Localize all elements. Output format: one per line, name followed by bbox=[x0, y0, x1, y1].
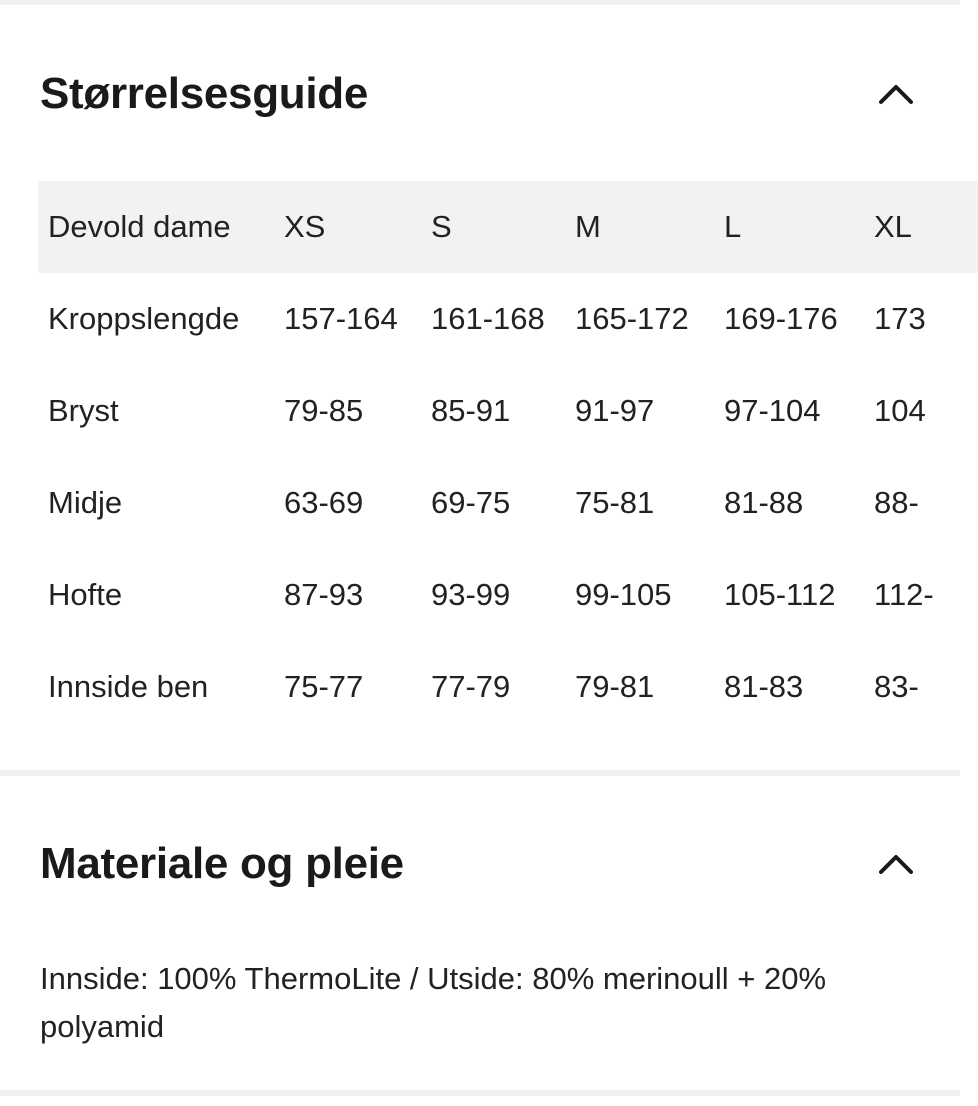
table-row bbox=[38, 457, 978, 549]
size-table-container[interactable] bbox=[38, 181, 934, 741]
table-cell: 105-112 bbox=[724, 577, 836, 612]
table-cell: 75-81 bbox=[575, 485, 655, 520]
table-cell: 63-69 bbox=[284, 485, 364, 520]
material-description: Innside: 100% ThermoLite / Utside: 80% merinoull + 20% polyamid bbox=[40, 961, 827, 1044]
size-guide-header[interactable] bbox=[0, 64, 960, 124]
table-cell: 69-75 bbox=[431, 485, 511, 520]
table-cell: 169-176 bbox=[724, 301, 838, 336]
table-header-cell: Devold dame bbox=[48, 209, 231, 244]
table-cell: 93-99 bbox=[431, 577, 511, 612]
table-header-cell: L bbox=[724, 209, 742, 244]
section-divider bbox=[0, 770, 960, 776]
chevron-up-icon[interactable] bbox=[878, 846, 914, 882]
table-header-cell: XS bbox=[284, 209, 326, 244]
material-header[interactable] bbox=[0, 834, 960, 894]
table-row bbox=[38, 365, 978, 457]
row-label: Innside ben bbox=[48, 669, 209, 704]
row-label: Bryst bbox=[48, 393, 119, 428]
table-cell: 97-104 bbox=[724, 393, 821, 428]
size-table bbox=[38, 181, 978, 733]
table-cell: 99-105 bbox=[575, 577, 672, 612]
table-cell: 75-77 bbox=[284, 669, 364, 704]
table-cell: 85-91 bbox=[431, 393, 511, 428]
table-cell: 91-97 bbox=[575, 393, 655, 428]
size-guide-title: Størrelsesguide bbox=[40, 69, 369, 118]
table-row bbox=[38, 641, 978, 733]
table-header-row bbox=[38, 181, 978, 273]
bottom-divider bbox=[0, 1090, 960, 1096]
table-cell: 87-93 bbox=[284, 577, 364, 612]
table-cell: 77-79 bbox=[431, 669, 511, 704]
row-label: Kroppslengde bbox=[48, 301, 240, 336]
row-label: Hofte bbox=[48, 577, 123, 612]
row-label: Midje bbox=[48, 485, 123, 520]
table-cell: 157-164 bbox=[284, 301, 398, 336]
table-cell: 88- bbox=[874, 485, 919, 520]
table-row bbox=[38, 273, 978, 365]
table-cell: 79-81 bbox=[575, 669, 655, 704]
table-header-cell: S bbox=[431, 209, 452, 244]
table-cell: 79-85 bbox=[284, 393, 364, 428]
table-row bbox=[38, 549, 978, 641]
material-title: Materiale og pleie bbox=[40, 839, 404, 888]
chevron-up-icon[interactable] bbox=[878, 76, 914, 112]
table-cell: 173 bbox=[874, 301, 926, 336]
table-cell: 104 bbox=[874, 393, 926, 428]
table-cell: 161-168 bbox=[431, 301, 545, 336]
table-cell: 83- bbox=[874, 669, 919, 704]
table-cell: 165-172 bbox=[575, 301, 689, 336]
top-divider bbox=[0, 0, 960, 5]
table-header-cell: XL bbox=[874, 209, 912, 244]
table-cell: 81-88 bbox=[724, 485, 804, 520]
table-header-cell: M bbox=[575, 209, 601, 244]
table-cell: 81-83 bbox=[724, 669, 804, 704]
table-cell: 112- bbox=[874, 577, 934, 612]
